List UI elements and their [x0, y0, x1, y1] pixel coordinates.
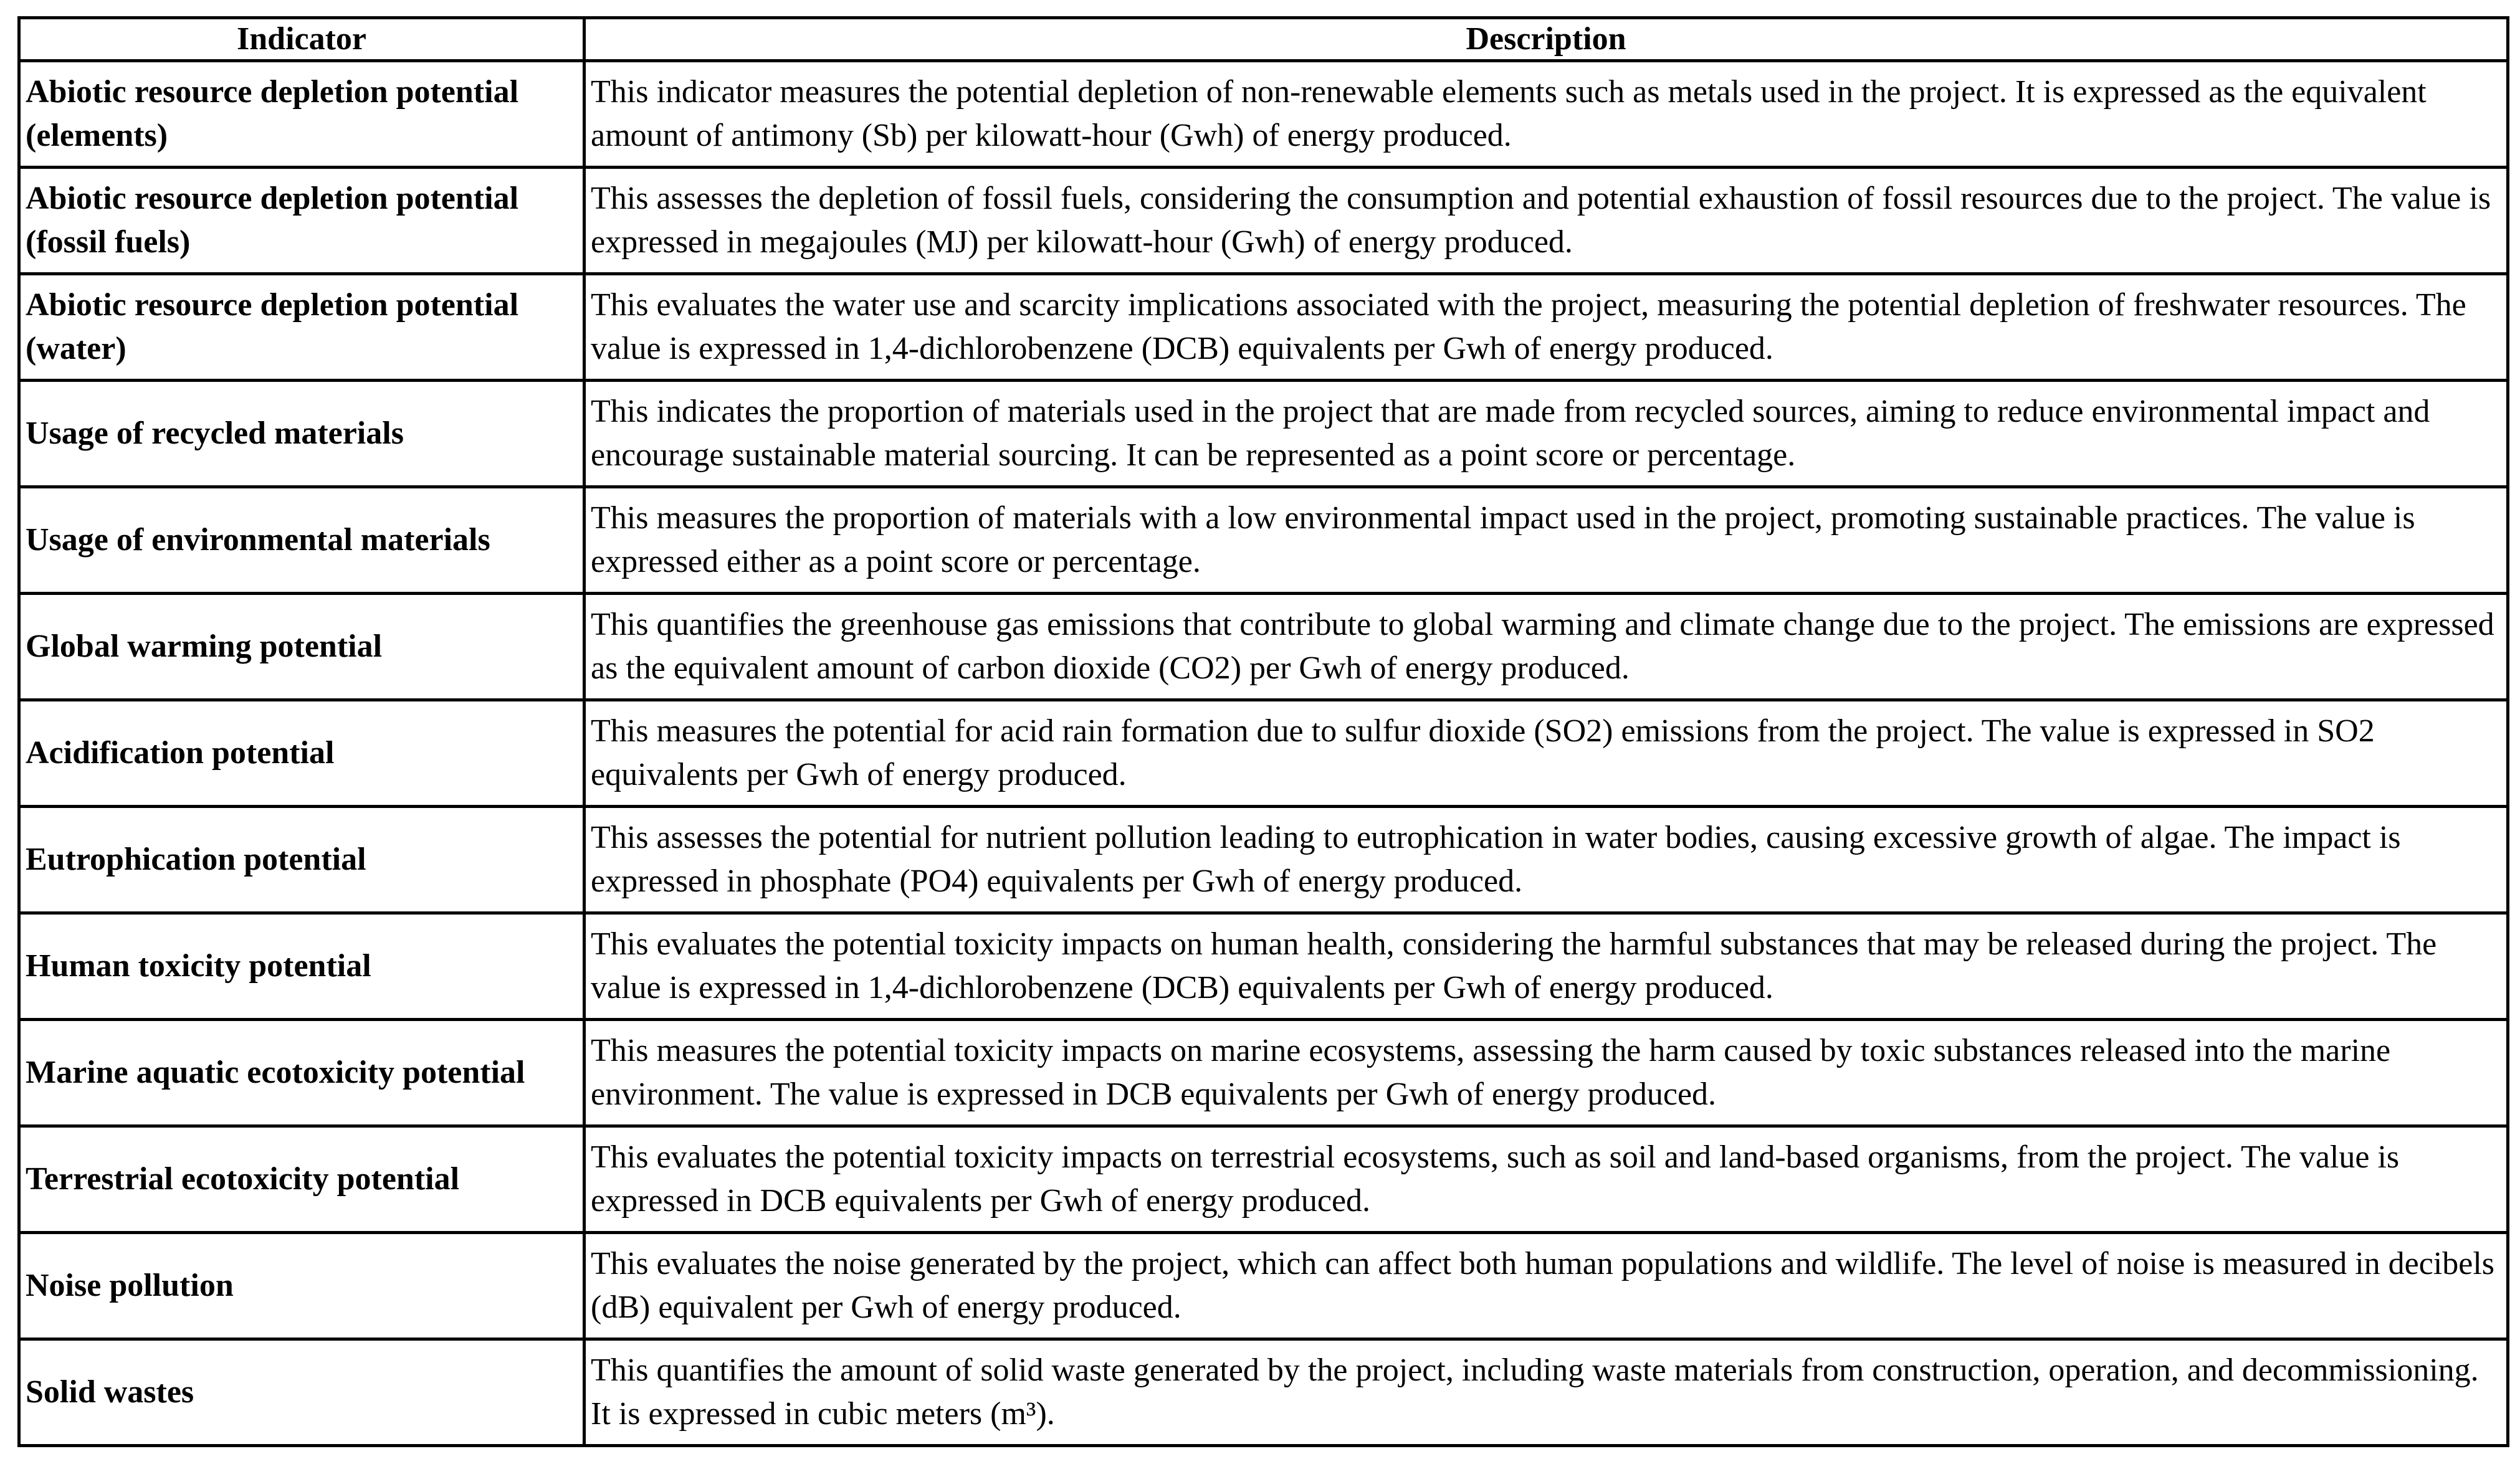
indicator-cell: Solid wastes — [19, 1339, 585, 1446]
table-row — [19, 168, 2508, 274]
table-row — [19, 594, 2508, 700]
description-cell: This quantifies the greenhouse gas emissions that contribute to global warming and climate change due to the project. The emissions are expressed as the equivalent amount of carbon dioxide (CO2) per Gwh of energy produced. — [585, 594, 2508, 700]
table-header-row — [19, 18, 2508, 61]
table-row — [19, 700, 2508, 807]
indicator-cell: Human toxicity potential — [19, 913, 585, 1020]
description-cell: This measures the potential for acid rain formation due to sulfur dioxide (SO2) emissions from the project. The value is expressed in SO2 equivalents per Gwh of energy produced. — [585, 700, 2508, 807]
table-row — [19, 381, 2508, 487]
description-cell: This indicator measures the potential depletion of non-renewable elements such as metals used in the project. It is expressed as the equivalent amount of antimony (Sb) per kilowatt-hour (Gwh) of energy produced. — [585, 61, 2508, 168]
description-cell: This evaluates the noise generated by the project, which can affect both human populations and wildlife. The level of noise is measured in decibels (dB) equivalent per Gwh of energy produced. — [585, 1233, 2508, 1339]
indicator-cell: Eutrophication potential — [19, 807, 585, 913]
indicator-cell: Abiotic resource depletion potential (elements) — [19, 61, 585, 168]
table-row — [19, 1020, 2508, 1126]
table-row — [19, 807, 2508, 913]
description-cell: This quantifies the amount of solid waste generated by the project, including waste materials from construction, operation, and decommissioning. It is expressed in cubic meters (m³). — [585, 1339, 2508, 1446]
indicator-cell: Terrestrial ecotoxicity potential — [19, 1126, 585, 1233]
indicator-cell: Usage of environmental materials — [19, 487, 585, 594]
table-row — [19, 1233, 2508, 1339]
indicator-cell: Global warming potential — [19, 594, 585, 700]
header-indicator: Indicator — [19, 18, 585, 61]
description-cell: This measures the proportion of materials with a low environmental impact used in the project, promoting sustainable practices. The value is expressed either as a point score or percentage. — [585, 487, 2508, 594]
description-cell: This evaluates the potential toxicity impacts on terrestrial ecosystems, such as soil and land-based organisms, from the project. The value is expressed in DCB equivalents per Gwh of energy produced. — [585, 1126, 2508, 1233]
table-row — [19, 61, 2508, 168]
indicator-cell: Acidification potential — [19, 700, 585, 807]
indicator-cell: Abiotic resource depletion potential (fossil fuels) — [19, 168, 585, 274]
table-row — [19, 274, 2508, 381]
description-cell: This measures the potential toxicity impacts on marine ecosystems, assessing the harm caused by toxic substances released into the marine environment. The value is expressed in DCB equivalents per Gwh of energy produced. — [585, 1020, 2508, 1126]
table-row — [19, 487, 2508, 594]
description-cell: This evaluates the potential toxicity impacts on human health, considering the harmful substances that may be released during the project. The value is expressed in 1,4-dichlorobenzene (DCB) equivalents per Gwh of energy produced. — [585, 913, 2508, 1020]
description-cell: This indicates the proportion of materials used in the project that are made from recycled sources, aiming to reduce environmental impact and encourage sustainable material sourcing. It can be represented as a point score or percentage. — [585, 381, 2508, 487]
table-row — [19, 1126, 2508, 1233]
header-description: Description — [585, 18, 2508, 61]
description-cell: This assesses the depletion of fossil fuels, considering the consumption and potential exhaustion of fossil resources due to the project. The value is expressed in megajoules (MJ) per kilowatt-hour (Gwh) of energy produced. — [585, 168, 2508, 274]
indicator-cell: Abiotic resource depletion potential (water) — [19, 274, 585, 381]
indicator-table — [17, 16, 2509, 1447]
table-row — [19, 913, 2508, 1020]
indicator-cell: Usage of recycled materials — [19, 381, 585, 487]
description-cell: This evaluates the water use and scarcity implications associated with the project, measuring the potential depletion of freshwater resources. The value is expressed in 1,4-dichlorobenzene (DCB) equivalents per Gwh of energy produced. — [585, 274, 2508, 381]
indicator-cell: Marine aquatic ecotoxicity potential — [19, 1020, 585, 1126]
table-row — [19, 1339, 2508, 1446]
indicator-cell: Noise pollution — [19, 1233, 585, 1339]
description-cell: This assesses the potential for nutrient pollution leading to eutrophication in water bodies, causing excessive growth of algae. The impact is expressed in phosphate (PO4) equivalents per Gwh of energy produced. — [585, 807, 2508, 913]
